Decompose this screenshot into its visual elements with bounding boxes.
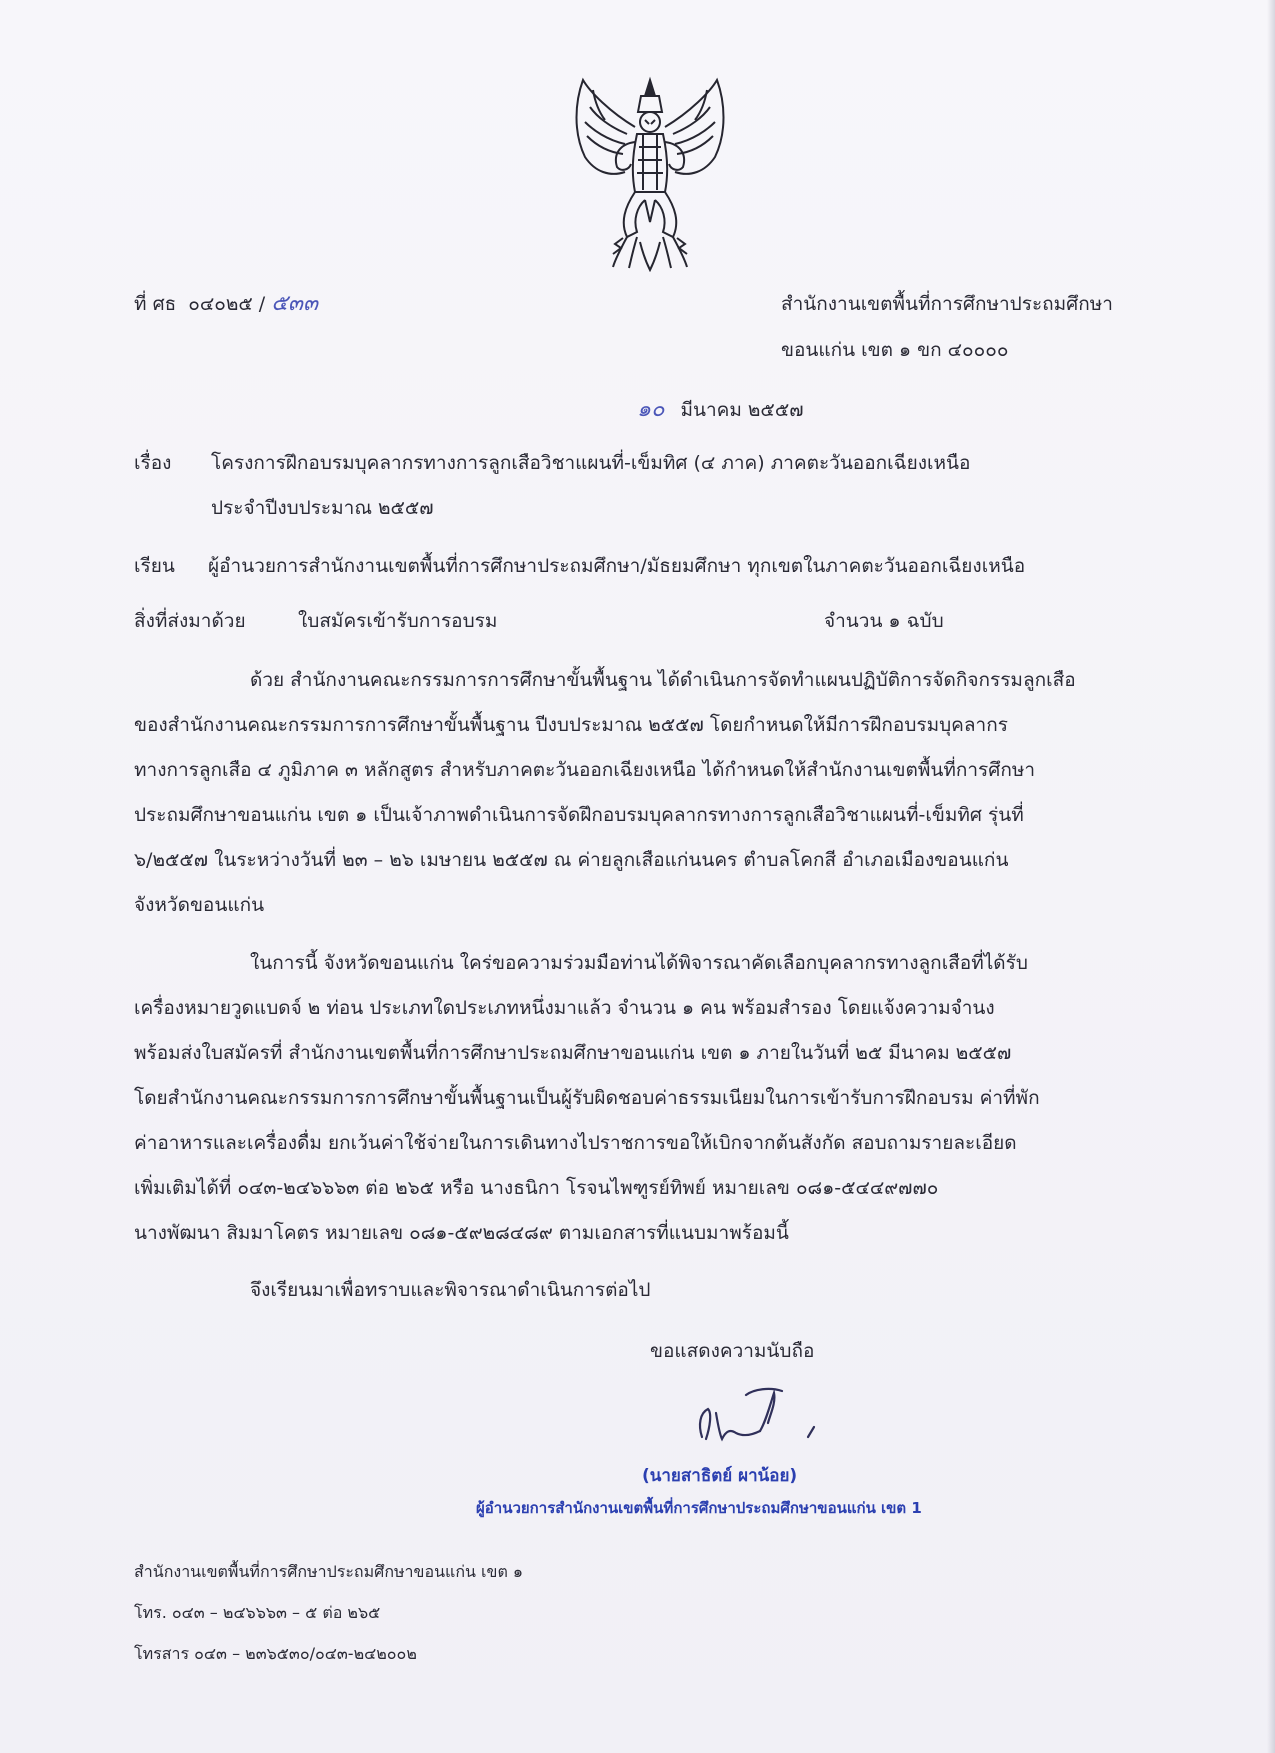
- signer-title: ผู้อำนวยการสำนักงานเขตพื้นที่การศึกษาประถมศึกษาขอนแก่น เขต 1: [476, 1499, 922, 1517]
- reference-handwritten: ๕๓๓: [271, 291, 318, 316]
- page-edge-shadow: [1267, 0, 1275, 1753]
- date-day-handwritten: ๑๐: [637, 397, 665, 422]
- enclosure-quantity: จำนวน ๑ ฉบับ: [824, 610, 944, 632]
- reference-code: ๐๔๐๒๕ /: [188, 293, 266, 315]
- paragraph-1-line: ด้วย สำนักงานคณะกรรมการการศึกษาขั้นพื้นฐาน ได้ดำเนินการจัดทำแผนปฏิบัติการจัดกิจกรรมลูกเสือ: [250, 669, 1076, 691]
- paragraph-1-line: ๖/๒๕๕๗ ในระหว่างวันที่ ๒๓ – ๒๖ เมษายน ๒๕๕๗ ณ ค่ายลูกเสือแก่นนคร ตำบลโคกสี อำเภอเมืองขอนแก่น: [134, 849, 1009, 871]
- recipient-text: ผู้อำนวยการสำนักงานเขตพื้นที่การศึกษาประถมศึกษา/มัธยมศึกษา ทุกเขตในภาคตะวันออกเฉียงเหนือ: [208, 555, 1026, 577]
- paragraph-2-line: นางพัฒนา สิมมาโคตร หมายเลข ๐๘๑-๕๙๒๘๔๘๙ ตามเอกสารที่แนบมาพร้อมนี้: [134, 1222, 789, 1244]
- closing-request: จึงเรียนมาเพื่อทราบและพิจารณาดำเนินการต่อไป: [250, 1279, 651, 1301]
- reference-number: [134, 292, 318, 316]
- subject-line2: ประจำปีงบประมาณ ๒๕๕๗: [211, 497, 434, 519]
- recipient-label: เรียน: [134, 555, 175, 577]
- paragraph-1-line: ของสำนักงานคณะกรรมการการศึกษาขั้นพื้นฐาน ปีงบประมาณ ๒๕๕๗ โดยกำหนดให้มีการฝึกอบรมบุคลากร: [134, 714, 1008, 736]
- paragraph-1-line: ทางการลูกเสือ ๔ ภูมิภาค ๓ หลักสูตร สำหรับภาคตะวันออกเฉียงเหนือ ได้กำหนดให้สำนักงานเขตพื้นที่การศึกษา: [134, 759, 1036, 781]
- subject-label: เรื่อง: [134, 452, 172, 474]
- paragraph-2-line: เครื่องหมายวูดแบดจ์ ๒ ท่อน ประเภทใดประเภทหนึ่งมาแล้ว จำนวน ๑ คน พร้อมสำรอง โดยแจ้งความจำนง: [134, 997, 995, 1019]
- date-month-year: มีนาคม ๒๕๕๗: [680, 399, 804, 421]
- paragraph-2-line: เพิ่มเติมได้ที่ ๐๔๓-๒๔๖๖๖๓ ต่อ ๒๖๕ หรือ นางธนิกา โรจนไพฑูรย์ทิพย์ หมายเลข ๐๘๑-๕๔๔๙๗๗๐: [134, 1177, 939, 1199]
- enclosure-item: ใบสมัครเข้ารับการอบรม: [298, 610, 498, 632]
- office-address-line1: สำนักงานเขตพื้นที่การศึกษาประถมศึกษา: [781, 293, 1113, 315]
- footer-fax: โทรสาร ๐๔๓ – ๒๓๖๕๓๐/๐๔๓-๒๔๒๐๐๒: [134, 1644, 417, 1663]
- subject-line1: โครงการฝึกอบรมบุคลากรทางการลูกเสือวิชาแผนที่-เข็มทิศ (๔ ภาค) ภาคตะวันออกเฉียงเหนือ: [211, 452, 971, 474]
- office-address-line2: ขอนแก่น เขต ๑ ขก ๔๐๐๐๐: [781, 339, 1009, 361]
- footer-office: สำนักงานเขตพื้นที่การศึกษาประถมศึกษาขอนแก่น เขต ๑: [134, 1562, 524, 1581]
- garuda-emblem-icon: [565, 72, 735, 272]
- enclosure-label: สิ่งที่ส่งมาด้วย: [134, 610, 246, 632]
- paragraph-1-line: ประถมศึกษาขอนแก่น เขต ๑ เป็นเจ้าภาพดำเนินการจัดฝึกอบรมบุคลากรทางการลูกเสือวิชาแผนที่-เข็มทิศ รุ่นที่: [134, 804, 1024, 826]
- handwritten-signature: [690, 1375, 830, 1455]
- signer-name: (นายสาธิตย์ ผาน้อย): [642, 1466, 798, 1486]
- paragraph-2-line: ค่าอาหารและเครื่องดื่ม ยกเว้นค่าใช้จ่ายในการเดินทางไปราชการขอให้เบิกจากต้นสังกัด สอบถามรายละเอียด: [134, 1132, 1017, 1154]
- footer-phone: โทร. ๐๔๓ – ๒๔๖๖๖๓ – ๕ ต่อ ๒๖๕: [134, 1603, 381, 1622]
- reference-label: ที่ ศธ: [134, 293, 177, 315]
- paragraph-1-line: จังหวัดขอนแก่น: [134, 894, 265, 916]
- signature-salutation: ขอแสดงความนับถือ: [650, 1340, 815, 1362]
- paragraph-2-line: พร้อมส่งใบสมัครที่ สำนักงานเขตพื้นที่การศึกษาประถมศึกษาขอนแก่น เขต ๑ ภายในวันที่ ๒๕ มีนาคม ๒๕๕๗: [134, 1042, 1012, 1064]
- paragraph-2-line: โดยสำนักงานคณะกรรมการการศึกษาขั้นพื้นฐานเป็นผู้รับผิดชอบค่าธรรมเนียมในการเข้ารับการฝึกอบรม ค่าที่พัก: [134, 1087, 1040, 1109]
- letter-date: [637, 398, 803, 422]
- paragraph-2-line: ในการนี้ จังหวัดขอนแก่น ใคร่ขอความร่วมมือท่านได้พิจารณาคัดเลือกบุคลากรทางลูกเสือที่ได้รับ: [250, 952, 1028, 974]
